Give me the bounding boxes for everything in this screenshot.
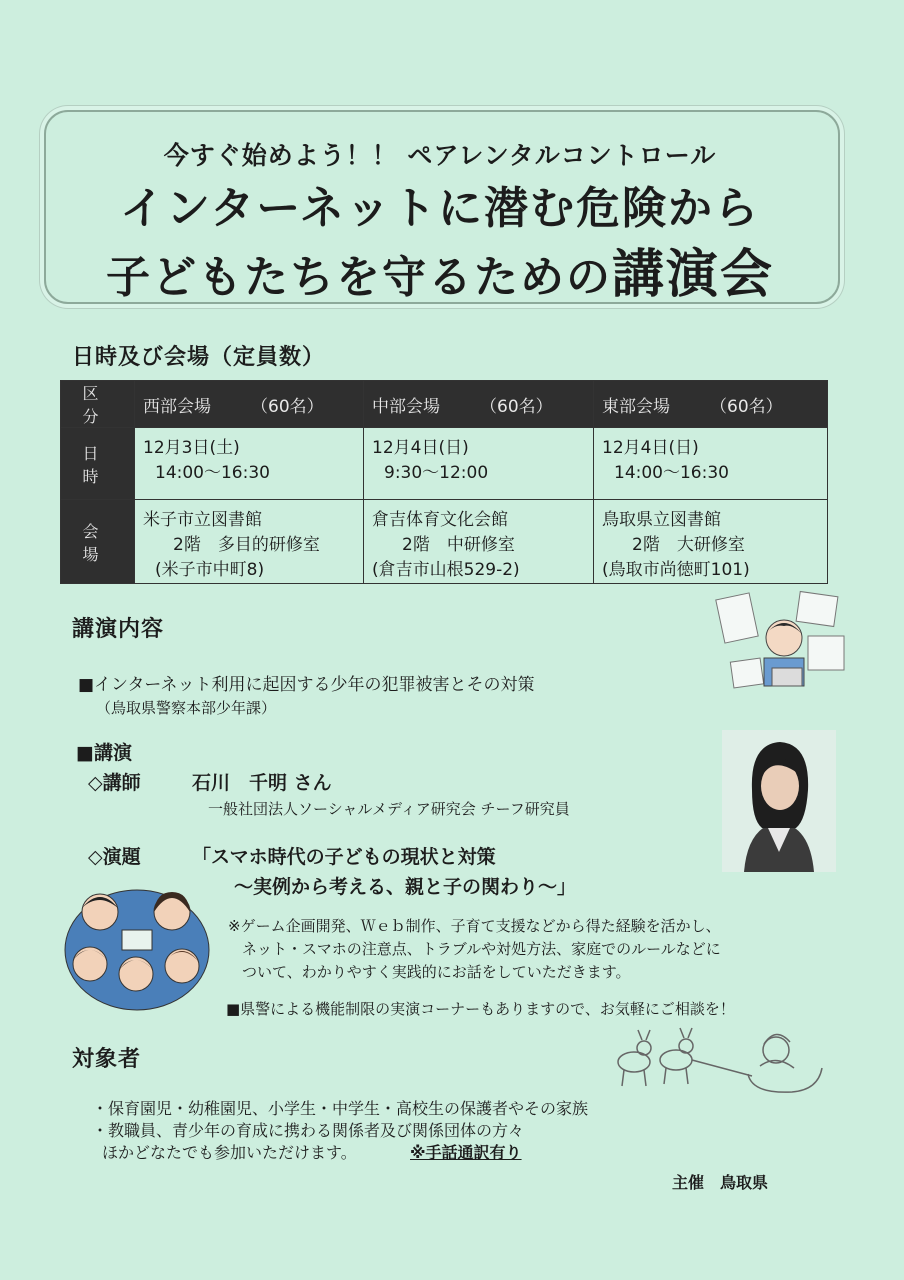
corner-cell: 区 分 xyxy=(61,381,135,428)
speaker-title: 一般社団法人ソーシャルメディア研究会 チーフ研究員 xyxy=(208,800,570,818)
theme-line2: 〜実例から考える、親と子の関わり〜」 xyxy=(234,876,577,898)
theme-label: ◇演題 xyxy=(88,846,141,868)
content-item1: ■インターネット利用に起因する少年の犯罪被害とその対策 xyxy=(78,675,535,695)
child-computer-illustration xyxy=(712,590,852,700)
datetime-row-head: 日 時 xyxy=(61,428,135,500)
title-line2-emph: 講演会 xyxy=(611,245,774,305)
lecture-heading: ■講演 xyxy=(76,742,132,764)
kids-device-illustration xyxy=(62,878,212,1012)
venue-row xyxy=(61,500,828,584)
note-line1: ※ゲーム企画開発、Ｗｅｂ制作、子育て支援などから得た経験を活かし、 xyxy=(228,917,721,935)
note-line4: ■県警による機能制限の実演コーナーもありますので、お気軽にご相談を！ xyxy=(226,1000,735,1018)
content-heading: 講演内容 xyxy=(72,617,165,642)
organizer: 主催 鳥取県 xyxy=(672,1173,769,1192)
target-line3: ほかどなたでも参加いただけます。 xyxy=(102,1143,357,1162)
target-heading: 対象者 xyxy=(72,1047,142,1072)
schedule-header-row xyxy=(61,381,828,428)
note-line2: ネット・スマホの注意点、トラブルや対処方法、家庭でのルールなどに xyxy=(242,940,721,958)
datetime-central: 12月4日(日) 9:30〜12:00 xyxy=(364,428,594,500)
title-line2-main: 子どもたちを守るための xyxy=(105,252,612,303)
venue-east: 鳥取県立図書館 2階 大研修室 (鳥取市尚徳町101) xyxy=(594,500,828,584)
venue-header-central: 中部会場 （60名） xyxy=(364,381,594,428)
schedule-table xyxy=(60,380,828,584)
venue-row-head: 会 場 xyxy=(61,500,135,584)
title-line1: インターネットに潜む危険から xyxy=(119,183,761,234)
sign-language-note: ※手話通訳有り xyxy=(410,1143,522,1162)
speaker-label: ◇講師 xyxy=(88,772,141,794)
datetime-east: 12月4日(日) 14:00〜16:30 xyxy=(594,428,828,500)
venue-header-east: 東部会場 （60名） xyxy=(594,381,828,428)
venue-header-west: 西部会場 （60名） xyxy=(135,381,364,428)
note-line3: ついて、わかりやすく実践的にお話をしていただきます。 xyxy=(242,963,631,981)
venue-central: 倉吉体育文化会館 2階 中研修室 (倉吉市山根529-2) xyxy=(364,500,594,584)
santa-sleigh-illustration xyxy=(612,1024,826,1098)
target-line2: ・教職員、青少年の育成に携わる関係者及び関係団体の方々 xyxy=(92,1121,525,1140)
title-line2 xyxy=(60,232,820,307)
datetime-west: 12月3日(土) 14:00〜16:30 xyxy=(135,428,364,500)
content-item1-org: （鳥取県警察本部少年課） xyxy=(96,699,277,717)
speaker-name: 石川 千明 さん xyxy=(192,772,332,794)
theme-line1: 「スマホ時代の子どもの現状と対策 xyxy=(192,846,496,868)
speaker-photo xyxy=(722,730,836,872)
target-line1: ・保育園児・幼稚園児、小学生・中学生・高校生の保護者やその家族 xyxy=(92,1099,589,1118)
venue-west: 米子市立図書館 2階 多目的研修室 (米子市中町8) xyxy=(135,500,364,584)
title-lead: 今すぐ始めよう！！ ペアレンタルコントロール xyxy=(163,141,717,170)
datetime-row xyxy=(61,428,828,500)
schedule-heading: 日時及び会場（定員数） xyxy=(72,345,326,370)
